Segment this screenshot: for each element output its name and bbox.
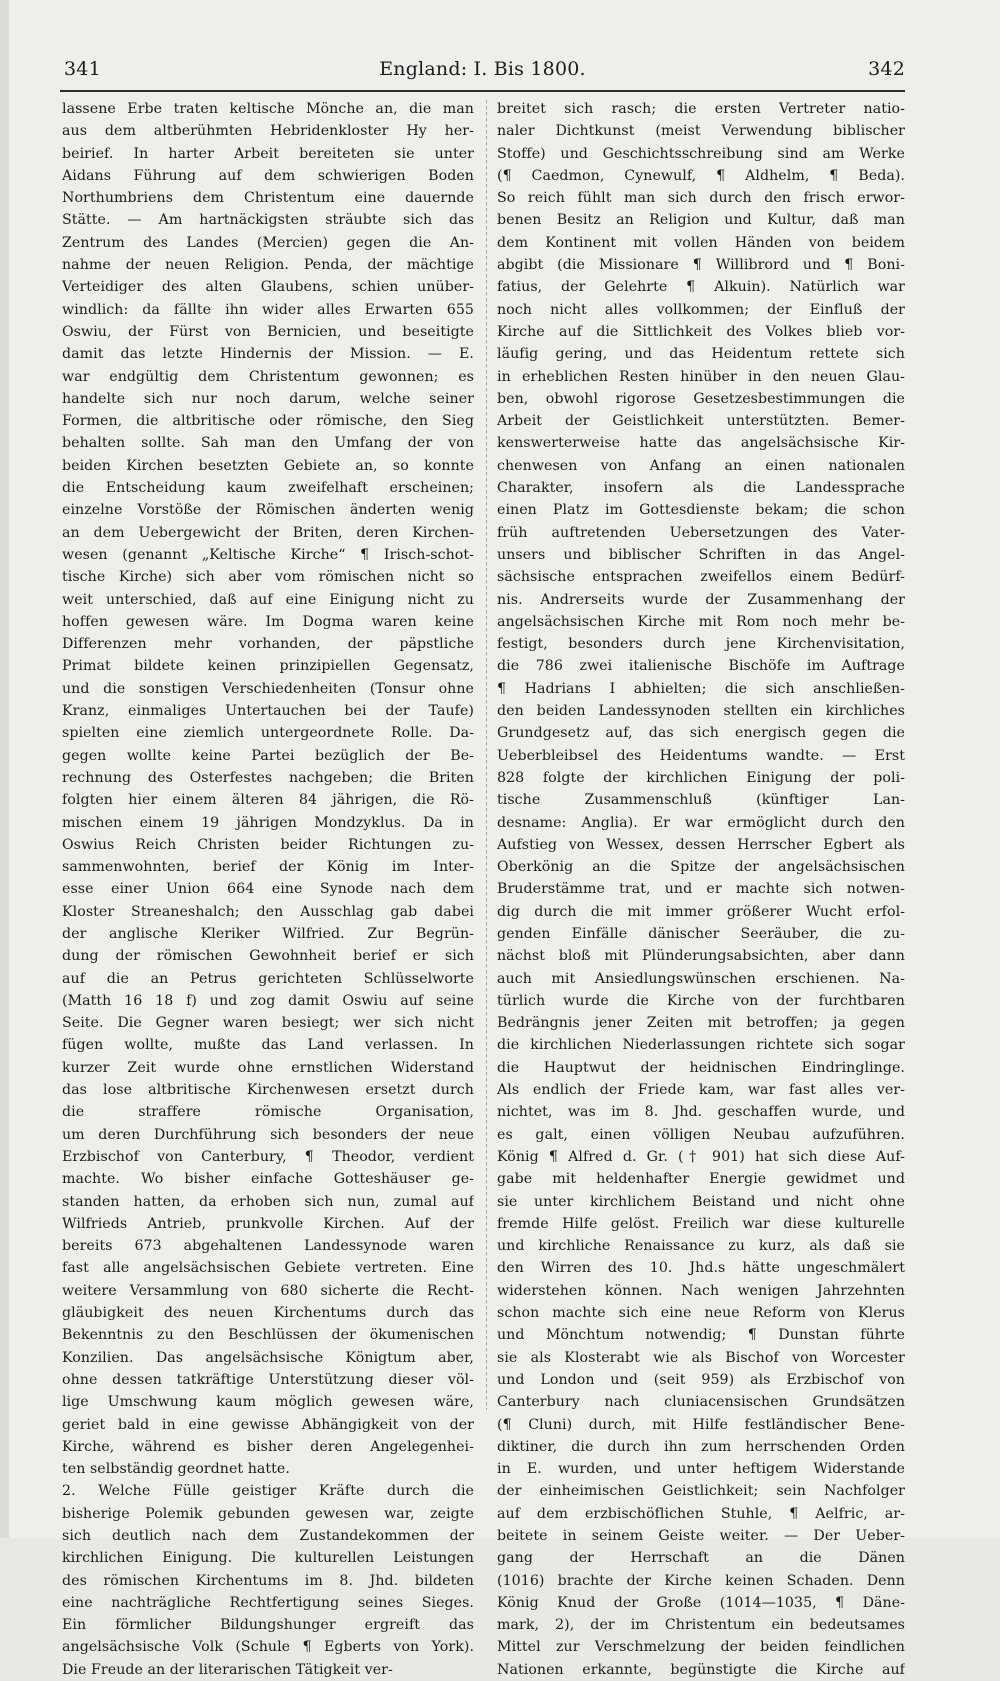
text-line: (1016) brachte der Kirche keinen Schaden. Denn xyxy=(497,1572,905,1589)
text-line: Als endlich der Friede kam, war fast alles ver- xyxy=(497,1082,905,1099)
text-line: mark, 2), der im Christentum ein bedeutsames xyxy=(497,1617,905,1634)
text-line: machte. Wo bisher einfache Gotteshäuser ge- xyxy=(62,1171,474,1188)
text-line: windlich: da fällte ihn wider alles Erwarten 655 xyxy=(62,301,474,318)
running-header xyxy=(60,58,905,88)
text-line: gang der Herrschaft an die Dänen xyxy=(497,1550,905,1567)
text-line: angelsächsischen Kirche mit Rom noch mehr be- xyxy=(497,613,905,630)
text-line: einen Platz im Gottesdienste bekam; die schon xyxy=(497,502,905,519)
text-line: einzelne Vorstöße der Römischen änderten wenig xyxy=(62,502,474,519)
text-line: (¶ Caedmon, Cynewulf, ¶ Aldhelm, ¶ Beda). xyxy=(497,167,905,184)
text-line: bereits 673 abgehaltenen Landessynode waren xyxy=(62,1238,474,1255)
page-number-left: 341 xyxy=(64,58,101,80)
text-line: Bruderstämme trat, und er machte sich notwen- xyxy=(497,881,905,898)
text-line: beiden Kirchen besetzten Gebiete an, so konnte xyxy=(62,457,474,474)
text-line: ¶ Hadrians I abhielten; die sich anschließen- xyxy=(497,680,905,697)
text-line: ten selbständig geordnet hatte. xyxy=(62,1461,290,1478)
text-line: diktiner, die durch ihn zum herrschenden Orden xyxy=(497,1438,905,1455)
text-line: So reich fühlt man sich durch den frisch erwor- xyxy=(497,190,905,207)
text-line: gläubigkeit des neuen Kirchentums durch das xyxy=(62,1305,474,1322)
text-line: fatius, der Gelehrte ¶ Alkuin). Natürlich war xyxy=(497,279,905,296)
text-line: damit das letzte Hindernis der Mission. — E. xyxy=(62,346,474,363)
text-line: wesen (genannt „Keltische Kirche“ ¶ Irisch-schot- xyxy=(62,546,474,563)
text-line: nichtet, was im 8. Jhd. geschaffen wurde, und xyxy=(497,1104,905,1121)
text-line: die kirchlichen Niederlassungen richtete sich sogar xyxy=(497,1037,905,1054)
text-line: kenswerterweise hatte das angelsächsische Kir- xyxy=(497,435,905,452)
text-line: sich deutlich nach dem Zustandekommen der xyxy=(62,1528,474,1544)
text-line: weitere Versammlung von 680 sicherte die Recht- xyxy=(62,1282,474,1299)
text-line: Mittel zur Verschmelzung der beiden feindlichen xyxy=(497,1639,905,1656)
text-line: Kloster Streaneshalch; den Ausschlag gab dabei xyxy=(62,903,474,920)
page-edge xyxy=(0,0,9,1538)
text-line: dem Kontinent mit vollen Händen von beidem xyxy=(497,234,905,251)
text-line: benen Besitz an Religion und Kultur, daß man xyxy=(497,212,905,229)
text-line: unsers und biblischer Schriften in das Angel- xyxy=(497,546,905,563)
text-line: 2. Welche Fülle geistiger Kräfte durch die xyxy=(62,1483,474,1500)
text-line: und die sonstigen Verschiedenheiten (Tonsur ohne xyxy=(62,680,474,697)
text-line: sammenwohnten, berief der König im Inter- xyxy=(62,859,474,876)
text-line: früh auftretenden Uebersetzungen des Vater- xyxy=(497,524,905,541)
text-line: eine nachträgliche Rechtfertigung seines Sieges. xyxy=(62,1594,474,1611)
text-line: Ueberbleibsel des Heidentums wandte. — Erst xyxy=(497,747,905,764)
text-line: folgten hier einem älteren 84 jährigen, die Rö- xyxy=(62,792,474,809)
text-line: beirief. In harter Arbeit bereiteten sie unter xyxy=(62,145,474,162)
text-line: Canterbury nach cluniacensischen Grundsätzen xyxy=(497,1394,905,1411)
text-line: auf die an Petrus gerichteten Schlüsselworte xyxy=(62,970,474,987)
text-line: kirchlichen Einigung. Die kulturellen Leistungen xyxy=(62,1550,474,1567)
header-rule xyxy=(60,90,905,92)
text-line: Stätte. — Am hartnäckigsten sträubte sich das xyxy=(62,212,474,229)
right-column xyxy=(497,98,905,1681)
text-line: (Matth 16 18 f) und zog damit Oswiu auf seine xyxy=(62,992,474,1009)
text-line: das lose altbritische Kirchenwesen ersetzt durch xyxy=(62,1082,474,1099)
text-line: nahme der neuen Religion. Penda, der mächtige xyxy=(62,257,474,274)
text-line: Wilfrieds Antrieb, prunkvolle Kirchen. Auf der xyxy=(62,1215,474,1232)
text-line: und Mönchtum notwendig; ¶ Dunstan führte xyxy=(497,1327,905,1344)
text-line: auch mit Ansiedlungswünschen erschienen. Na- xyxy=(497,970,905,987)
text-line: Northumbriens dem Christentum eine dauernde xyxy=(62,190,474,207)
text-line: in erheblichen Resten hinüber in den neuen Glau- xyxy=(497,368,905,385)
text-line: 828 folgte der kirchlichen Einigung der poli- xyxy=(497,769,905,786)
text-line: tische Kirche) sich aber vom römischen nicht so xyxy=(62,569,474,586)
running-title: England: I. Bis 1800. xyxy=(379,58,586,80)
text-line: Oswius Reich Christen beider Richtungen zu- xyxy=(62,836,474,853)
text-line: (¶ Cluni) durch, mit Hilfe festländischer Bene- xyxy=(497,1416,905,1433)
text-line: Formen, die altbritische oder römische, den Sieg xyxy=(62,413,474,430)
text-line: fügen wollte, mußte das Land verlassen. In xyxy=(62,1037,474,1054)
text-line: Kirche auf die Sittlichkeit des Volkes blieb vor- xyxy=(497,323,905,340)
text-line: und London und (seit 959) als Erzbischof von xyxy=(497,1371,905,1388)
text-line: weit unterschied, daß auf eine Einigung nicht zu xyxy=(62,591,474,608)
left-column xyxy=(62,98,474,1681)
text-line: Bedrängnis jener Zeiten mit betroffen; ja gegen xyxy=(497,1015,905,1032)
text-line: Die Freude an der literarischen Tätigkeit ver- xyxy=(62,1661,393,1678)
text-line: esse einer Union 664 eine Synode nach dem xyxy=(62,881,474,898)
text-line: ohne dessen tatkräftige Unterstützung dieser völ- xyxy=(62,1371,474,1388)
text-line: dung der römischen Gewohnheit berief er sich xyxy=(62,948,474,965)
text-line: geriet bald in eine gewisse Abhängigkeit von der xyxy=(62,1416,474,1433)
text-line: gabe mit heldenhafter Energie gewidmet und xyxy=(497,1171,905,1188)
text-line: auf dem erzbischöflichen Stuhle, ¶ Aelfric, ar- xyxy=(497,1505,905,1522)
text-line: war endgültig dem Christentum gewonnen; es xyxy=(62,368,474,385)
text-line: Nationen erkannte, begünstigte die Kirche auf xyxy=(497,1661,905,1678)
text-line: der einheimischen Geistlichkeit; sein Nachfolger xyxy=(497,1483,905,1500)
page-number-right: 342 xyxy=(868,58,905,80)
text-line: lassene Erbe traten keltische Mönche an, die man xyxy=(62,101,474,117)
text-line: nächst bloß mit Plünderungsabsichten, aber dann xyxy=(497,948,905,965)
text-line: Verteidiger des alten Glaubens, schien unüber- xyxy=(62,279,474,296)
text-line: tische Zusammenschluß (künftiger Lan- xyxy=(497,792,905,809)
text-line: Primat bildete keinen prinzipiellen Gegensatz, xyxy=(62,658,474,675)
text-line: die 786 zwei italienische Bischöfe im Auftrage xyxy=(497,658,905,675)
text-line: Erzbischof von Canterbury, ¶ Theodor, verdient xyxy=(62,1148,474,1165)
text-line: Kranz, einmaliges Untertauchen bei der Taufe) xyxy=(62,703,474,720)
text-line: widerstehen können. Nach wenigen Jahrzehnten xyxy=(497,1282,905,1299)
text-line: König Knud der Große (1014—1035, ¶ Däne- xyxy=(497,1594,905,1611)
text-line: die Entscheidung kaum zweifelhaft erscheinen; xyxy=(62,480,474,497)
text-line: nis. Andrerseits wurde der Zusammenhang der xyxy=(497,591,905,608)
text-line: sächsische entsprachen zweifellos einem Bedürf- xyxy=(497,569,905,586)
text-line: den beiden Landessynoden stellten ein kirchliches xyxy=(497,703,905,720)
text-line: den Wirren des 10. Jhd.s hätte ungeschmälert xyxy=(497,1260,905,1277)
text-line: genden Einfälle dänischer Seeräuber, die zu- xyxy=(497,925,905,942)
text-line: spielten eine ziemlich untergeordnete Rolle. Da- xyxy=(62,725,474,742)
text-line: Konzilien. Das angelsächsische Königtum aber, xyxy=(62,1349,474,1366)
text-line: naler Dichtkunst (meist Verwendung biblischer xyxy=(497,123,905,140)
text-line: sie als Klosterabt wie als Bischof von Worcester xyxy=(497,1349,905,1366)
text-line: an dem Uebergewicht der Briten, deren Kirchen- xyxy=(62,524,474,541)
text-line: die straffere römische Organisation, xyxy=(62,1104,474,1121)
text-line: um deren Durchführung sich besonders der neue xyxy=(62,1126,474,1143)
text-line: Aidans Führung auf dem schwierigen Boden xyxy=(62,167,474,184)
text-line: Differenzen mehr vorhanden, der päpstliche xyxy=(62,636,474,653)
text-line: Grundgesetz auf, das sich energisch gegen die xyxy=(497,725,905,742)
text-line: abgibt (die Missionare ¶ Willibrord und ¶ Boni- xyxy=(497,257,905,274)
text-line: schon machte sich eine neue Reform von Klerus xyxy=(497,1305,905,1322)
text-line: lige Umschwung kaum möglich gewesen wäre, xyxy=(62,1394,474,1411)
text-line: türlich wurde die Kirche von der furchtbaren xyxy=(497,992,905,1009)
text-line: kurzer Zeit wurde ohne ernstlichen Widerstand xyxy=(62,1059,474,1076)
text-line: aus dem altberühmten Hebridenkloster Hy her- xyxy=(62,123,474,140)
text-line: mischen einem 19 jährigen Mondzyklus. Da in xyxy=(62,814,474,831)
text-line: und kirchliche Renaissance zu kurz, als daß sie xyxy=(497,1238,905,1255)
text-line: Charakter, insofern als die Landessprache xyxy=(497,480,905,497)
text-line: Kirche, während es bisher deren Angelegenhei- xyxy=(62,1438,474,1455)
text-line: es galt, einen völligen Neubau aufzuführen. xyxy=(497,1126,905,1143)
text-line: dig durch die mit immer größerer Wucht erfol- xyxy=(497,903,905,920)
text-line: gegen wollte keine Partei bezüglich der Be- xyxy=(62,747,474,764)
text-line: Seite. Die Gegner waren besiegt; wer sich nicht xyxy=(62,1015,474,1032)
text-line: sie unter kirchlichem Beistand und nicht ohne xyxy=(497,1193,905,1210)
text-line: ben, obwohl rigorose Gesetzesbestimmungen die xyxy=(497,390,905,407)
text-line: noch nicht alles vollkommen; der Einfluß der xyxy=(497,301,905,318)
text-line: rechnung des Osterfestes nachgeben; die Briten xyxy=(62,769,474,786)
text-line: festigt, besonders durch jene Kirchenvisitation, xyxy=(497,636,905,653)
text-line: beitete in seinem Geiste weiter. — Der Ueber- xyxy=(497,1528,905,1544)
text-line: Oswiu, der Fürst von Bernicien, und beseitigte xyxy=(62,323,474,340)
text-line: der anglische Kleriker Wilfried. Zur Begrün- xyxy=(62,925,474,942)
text-line: die Hauptwut der heidnischen Eindringlinge. xyxy=(497,1059,905,1076)
column-divider xyxy=(486,100,487,1410)
text-line: fast alle angelsächsischen Gebiete vertreten. Eine xyxy=(62,1260,474,1277)
text-line: läufig gering, und das Heidentum rettete sich xyxy=(497,346,905,363)
text-line: in E. wurden, und unter heftigem Widerstande xyxy=(497,1461,905,1478)
text-line: Stoffe) und Geschichtsschreibung sind am Werke xyxy=(497,145,905,162)
text-line: bisherige Polemik gebunden gewesen war, zeigte xyxy=(62,1505,474,1522)
text-line: des römischen Kirchentums im 8. Jhd. bildeten xyxy=(62,1572,474,1589)
text-line: hoffen gewesen wäre. Im Dogma waren keine xyxy=(62,613,474,630)
text-line: angelsächsische Volk (Schule ¶ Egberts von York). xyxy=(62,1639,474,1656)
text-line: Aufstieg von Wessex, dessen Herrscher Egbert als xyxy=(497,836,905,853)
text-line: König ¶ Alfred d. Gr. († 901) hat sich diese Auf- xyxy=(497,1148,905,1165)
text-line: Oberkönig an die Spitze der angelsächsischen xyxy=(497,859,905,876)
text-line: desname: Anglia). Er war ermöglicht durch den xyxy=(497,814,905,831)
text-line: Arbeit der Geistlichkeit unterstützten. Bemer- xyxy=(497,413,905,430)
text-line: Zentrum des Landes (Mercien) gegen die An- xyxy=(62,234,474,251)
text-line: Ein förmlicher Bildungshunger ergreift das xyxy=(62,1617,474,1634)
text-line: behalten sollte. Sah man den Umfang der von xyxy=(62,435,474,452)
text-line: breitet sich rasch; die ersten Vertreter natio- xyxy=(497,101,905,117)
text-line: Bekenntnis zu den Beschlüssen der ökumenischen xyxy=(62,1327,474,1344)
text-line: handelte sich nur noch darum, welche seiner xyxy=(62,390,474,407)
text-line: standen hatten, da erhoben sich nun, zumal auf xyxy=(62,1193,474,1210)
text-line: fremde Hilfe gelöst. Freilich war diese kulturelle xyxy=(497,1215,905,1232)
text-line: chenwesen von Anfang an einen nationalen xyxy=(497,457,905,474)
